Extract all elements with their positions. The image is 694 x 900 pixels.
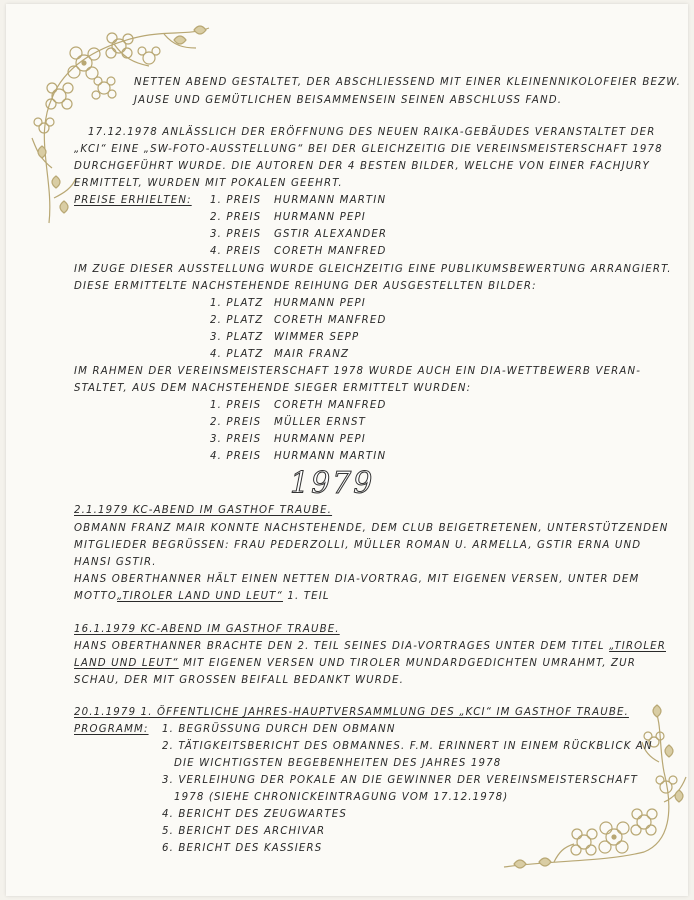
exhibition-line-4: ERMITTELT, WURDEN MIT POKALEN GEEHRT.: [74, 178, 343, 189]
dia-prize-place: 4. PREIS: [210, 451, 262, 462]
entry-line: HANS OBERTHANNER HÄLT EINEN NETTEN DIA-VORTRAG, MIT EIGENEN VERSEN, UNTER DEM: [74, 574, 640, 585]
intro-line-1: NETTEN ABEND GESTALTET, DER ABSCHLIESSEND MIT EINER KLEINENNIKOLOFEIER BEZW.: [134, 77, 682, 88]
prize-place: 3. PREIS: [210, 229, 262, 240]
place-name: HURMANN PEPI: [274, 298, 366, 309]
dia-prize-place: 1. PREIS: [210, 400, 262, 411]
dia-contest-line-1: IM RAHMEN DER VEREINSMEISTERSCHAFT 1978 WURDE AUCH EIN DIA-WETTBEWERB VERAN-: [74, 366, 642, 377]
place-name: WIMMER SEPP: [274, 332, 360, 343]
program-item: 6. BERICHT DES KASSIERS: [162, 843, 323, 854]
program-item: 1978 (SIEHE CHRONICKEINTRAGUNG VOM 17.12.1978): [174, 792, 509, 803]
program-label: PROGRAMM:: [74, 724, 149, 735]
prizes-label: PREISE ERHIELTEN:: [74, 195, 192, 206]
dia-prize-name: HURMANN PEPI: [274, 434, 366, 445]
prize-place: 1. PREIS: [210, 195, 262, 206]
public-vote-line-2: DIESE ERMITTELTE NACHSTEHENDE REIHUNG DER AUSGESTELLTEN BILDER:: [74, 281, 537, 292]
dia-prize-name: HURMANN MARTIN: [274, 451, 387, 462]
place-rank: 4. PLATZ: [210, 349, 264, 360]
entry-heading: 16.1.1979 KC-ABEND IM GASTHOF TRAUBE.: [74, 624, 340, 635]
prize-place: 4. PREIS: [210, 246, 262, 257]
entry-line: MITGLIEDER BEGRÜSSEN: FRAU PEDERZOLLI, MÜLLER ROMAN U. ARMELLA, GSTIR ERNA UND: [74, 540, 642, 551]
motto-title: „TIROLER LAND UND LEUT“: [117, 591, 283, 602]
prize-name: HURMANN PEPI: [274, 212, 366, 223]
dia-prize-place: 3. PREIS: [210, 434, 262, 445]
prize-name: CORETH MANFRED: [274, 246, 387, 257]
place-name: MAIR FRANZ: [274, 349, 350, 360]
public-vote-line-1: IM ZUGE DIESER AUSSTELLUNG WURDE GLEICHZEITIG EINE PUBLIKUMSBEWERTUNG ARRANGIERT.: [74, 264, 672, 275]
program-item: 1. BEGRÜSSUNG DURCH DEN OBMANN: [162, 724, 396, 735]
floral-ornament-icon: [494, 702, 694, 882]
entry-line: OBMANN FRANZ MAIR KONNTE NACHSTEHENDE, DEM CLUB BEIGETRETENEN, UNTERSTÜTZENDEN: [74, 523, 669, 534]
entry-line: [74, 640, 666, 654]
place-name: CORETH MANFRED: [274, 315, 387, 326]
year-heading: 1979: [290, 466, 375, 501]
entry-text: MOTTO: [74, 591, 118, 602]
title-quote: LAND UND LEUT“: [74, 658, 179, 669]
dia-prize-name: MÜLLER ERNST: [274, 417, 366, 428]
exhibition-line-3: DURCHGEFÜHRT WURDE. DIE AUTOREN DER 4 BESTEN BILDER, WELCHE VON EINER FACHJURY: [74, 161, 650, 172]
place-rank: 2. PLATZ: [210, 315, 264, 326]
intro-line-2: JAUSE UND GEMÜTLICHEN BEISAMMENSEIN SEINEN ABSCHLUSS FAND.: [134, 95, 563, 106]
entry-line: [74, 590, 330, 604]
title-quote: „TIROLER: [609, 641, 666, 652]
place-rank: 1. PLATZ: [210, 298, 264, 309]
program-item: DIE WICHTIGSTEN BEGEBENHEITEN DES JAHRES 1978: [174, 758, 502, 769]
program-item: 4. BERICHT DES ZEUGWARTES: [162, 809, 347, 820]
exhibition-line-2: „KCI“ EINE „SW-FOTO-AUSSTELLUNG“ BEI DER GLEICHZEITIG DIE VEREINSMEISTERSCHAFT 1978: [74, 144, 663, 155]
prize-name: GSTIR ALEXANDER: [274, 229, 388, 240]
dia-prize-name: CORETH MANFRED: [274, 400, 387, 411]
program-item: 2. TÄTIGKEITSBERICHT DES OBMANNES. F.M. ERINNERT IN EINEM RÜCKBLICK AN: [162, 741, 653, 752]
entry-line: HANSI GSTIR.: [74, 557, 157, 568]
chronicle-page: [6, 4, 688, 896]
dia-prize-place: 2. PREIS: [210, 417, 262, 428]
prize-place: 2. PREIS: [210, 212, 262, 223]
prize-name: HURMANN MARTIN: [274, 195, 387, 206]
entry-line: SCHAU, DER MIT GROSSEN BEIFALL BEDANKT WURDE.: [74, 675, 404, 686]
entry-heading: 2.1.1979 KC-ABEND IM GASTHOF TRAUBE.: [74, 505, 333, 516]
entry-text: HANS OBERTHANNER BRACHTE DEN 2. TEIL SEINES DIA-VORTRAGES UNTER DEM TITEL: [74, 641, 605, 652]
entry-line: [74, 657, 636, 671]
dia-contest-line-2: STALTET, AUS DEM NACHSTEHENDE SIEGER ERMITTELT WURDEN:: [74, 383, 472, 394]
entry-heading: 20.1.1979 1. ÖFFENTLICHE JAHRES-HAUPTVERSAMMLUNG DES „KCI“ IM GASTHOF TRAUBE.: [74, 707, 629, 718]
exhibition-line-1: 17.12.1978 ANLÄSSLICH DER ERÖFFNUNG DES NEUEN RAIKA-GEBÄUDES VERANSTALTET DER: [88, 127, 656, 138]
program-item: 3. VERLEIHUNG DER POKALE AN DIE GEWINNER DER VEREINSMEISTERSCHAFT: [162, 775, 639, 786]
entry-text: MIT EIGENEN VERSEN UND TIROLER MUNDARDGEDICHTEN UMRAHMT, ZUR: [183, 658, 637, 669]
program-item: 5. BERICHT DES ARCHIVAR: [162, 826, 326, 837]
place-rank: 3. PLATZ: [210, 332, 264, 343]
entry-text: 1. TEIL: [287, 591, 330, 602]
